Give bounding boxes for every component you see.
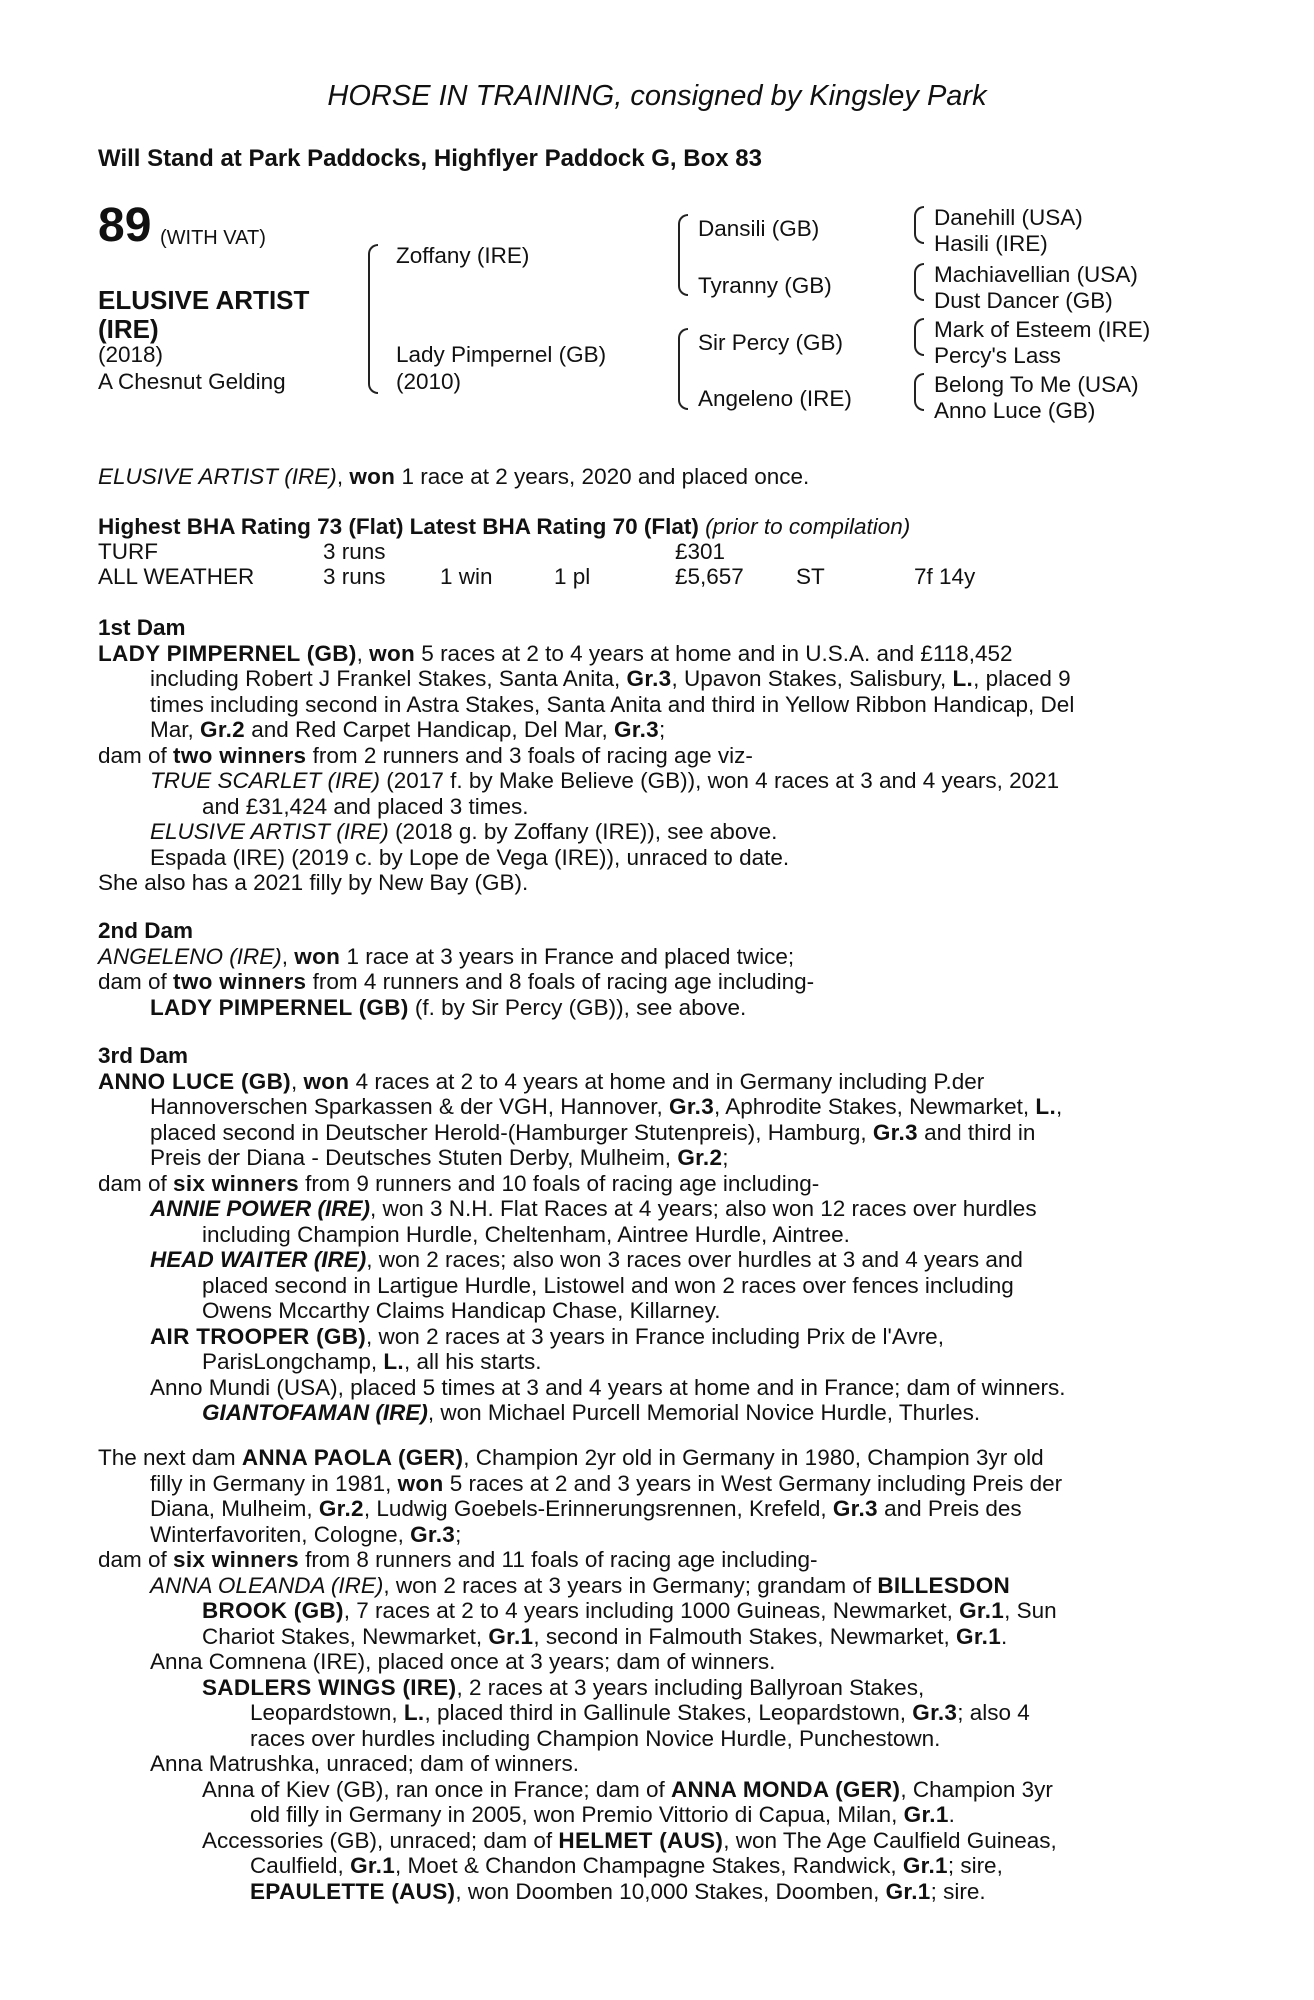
text-line [98,944,1206,970]
text-fragment: 1 race at 2 years, 2020 and placed once. [395,464,810,489]
text-line [98,819,1206,845]
text-fragment: , Moet & Chandon Champagne Stakes, Randwick, [395,1853,903,1878]
text-fragment: from 2 runners and 3 foals of racing age viz- [306,742,753,768]
text-fragment: Gr.3 [626,666,672,691]
text-fragment: , Ludwig Goebels-Erinnerungsrennen, Krefeld, [363,1496,833,1521]
text-fragment: Gr.3 [872,1119,918,1145]
text-fragment: , [290,1068,304,1094]
text-fragment: £301 [675,539,726,564]
text-fragment: Anna of Kiev (GB), ran once in France; dam of [202,1776,671,1802]
text-fragment: , 7 races at 2 to 4 years including 1000 Guineas, Newmarket, [343,1598,960,1623]
text-fragment: from 9 runners and 10 foals of racing age including- [298,1170,820,1196]
text-fragment: ALL WEATHER [98,564,255,589]
text-fragment: six winners [173,1170,299,1196]
text-fragment: , won Doomben 10,000 Stakes, Doomben, [455,1878,886,1904]
text-fragment: ANNIE POWER (IRE) [150,1196,371,1221]
text-fragment: ; [722,1145,729,1170]
text-line [98,1069,1206,1095]
text-line [98,1196,1206,1222]
pedigree-g3-item: Belong To Me (USA) [934,372,1139,397]
text-line [98,1120,1206,1146]
text-fragment: BILLESDON [877,1572,1011,1598]
lot-number: 89 [98,199,152,252]
text-fragment: ELUSIVE ARTIST (IRE) [98,464,337,489]
text-fragment: , [1056,1094,1063,1119]
text-fragment: , all his starts. [403,1349,542,1374]
vat-note: (WITH VAT) [160,227,266,249]
text-line [98,1853,1206,1879]
second-dam-section [98,918,1206,1020]
pedigree-brace-g3a [914,206,924,244]
stand-location: Will Stand at Park Paddocks, Highflyer Paddock G, Box 83 [98,145,762,172]
text-fragment: , [281,943,295,969]
text-fragment: GIANTOFAMAN (IRE) [202,1400,428,1425]
text-line [98,1573,1206,1599]
text-fragment: won [397,1470,444,1496]
text-fragment: , 2 races at 3 years including Ballyroan Stakes, [456,1674,925,1700]
text-fragment: ANNA OLEANDA (IRE) [150,1572,384,1598]
text-fragment: two winners [173,742,307,768]
pedigree-dam-dam: Angeleno (IRE) [698,386,852,411]
text-fragment: . [948,1802,955,1827]
text-fragment: LADY PIMPERNEL (GB) [98,640,357,666]
form-row-all-weather [98,564,1206,590]
text-line [98,1400,1206,1426]
pedigree-dam-sire: Sir Percy (GB) [698,330,844,355]
text-fragment: , won 2 races at 3 years in France including Prix de l'Avre, [366,1323,944,1349]
text-line [98,1598,1206,1624]
text-fragment: and Red Carpet Handicap, Del Mar, [245,717,614,742]
text-fragment: Leopardstown, [250,1700,404,1725]
summary-line: ELUSIVE ARTIST (IRE), won 1 race at 2 years, 2020 and placed once. [98,464,810,489]
horse-name-line1: ELUSIVE ARTIST [98,285,310,315]
text-fragment: filly in Germany in 1981, [150,1470,398,1496]
text-line [98,1675,1206,1701]
pedigree-sire: Zoffany (IRE) [396,243,530,268]
text-line [98,1700,1206,1726]
pedigree-g3-item: Dust Dancer (GB) [934,288,1113,313]
third-dam-heading: 3rd Dam [98,1043,189,1068]
text-line [98,1624,1206,1650]
text-line [98,1094,1206,1120]
pedigree-dam: Lady Pimpernel (GB) [396,342,607,367]
text-line [98,1349,1206,1375]
text-fragment: ; sire, [947,1853,1003,1878]
text-fragment: Gr.2 [200,717,245,742]
text-fragment: dam of [98,1170,174,1196]
text-fragment: , won 3 N.H. Flat Races at 4 years; also won 12 races over hurdles [370,1196,1037,1221]
text-fragment: ANGELENO (IRE) [98,943,282,969]
text-line: She also has a 2021 filly by New Bay (GB). [98,870,529,895]
text-fragment: The next dam [98,1445,242,1470]
text-fragment: Diana, Mulheim, [150,1496,319,1521]
text-line [98,1547,1206,1573]
text-line [98,995,1206,1021]
text-fragment: 1 race at 3 years in France and placed twice; [340,943,795,969]
text-line [98,641,1206,667]
catalogue-title: HORSE IN TRAINING, consigned by Kingsley Park [327,80,987,112]
text-fragment: , Sun [1004,1598,1057,1623]
text-fragment: six winners [173,1547,299,1572]
text-fragment: 1 pl [554,564,591,589]
third-dam-section [98,1043,1206,1426]
text-fragment: Gr.1 [903,1802,949,1827]
text-fragment: Gr.1 [956,1623,1002,1649]
first-dam-heading: 1st Dam [98,615,186,640]
text-fragment: 4 races at 2 to 4 years at home and in Germany including P.der [349,1068,985,1094]
text-fragment: from 8 runners and 11 foals of racing age including- [298,1547,818,1572]
text-line [98,969,1206,995]
second-dam-heading: 2nd Dam [98,918,194,943]
text-line [98,768,1206,794]
text-fragment: , [356,640,370,666]
text-fragment: £5,657 [675,564,744,589]
text-fragment: Gr.2 [677,1145,723,1170]
text-line: Anna Matrushka, unraced; dam of winners. [150,1751,579,1776]
text-fragment: 7f 14y [914,564,976,589]
text-fragment: Gr.3 [669,1094,715,1119]
pedigree-g3-item: Percy's Lass [934,343,1061,368]
horse-name-line2: (IRE) [98,314,159,344]
text-fragment: dam of [98,742,174,768]
text-fragment: dam of [98,969,174,994]
pedigree-brace-dam [678,328,688,410]
pedigree-sire-sire: Dansili (GB) [698,216,820,241]
text-fragment: L. [403,1700,425,1725]
text-fragment: ; [455,1521,462,1547]
pedigree-brace-g3b [914,263,924,301]
pedigree-brace-g3c [914,318,924,356]
text-line [98,1777,1206,1803]
text-line [98,1445,1206,1471]
text-fragment: BROOK (GB) [202,1598,344,1623]
text-fragment: ; also 4 [957,1700,1030,1725]
text-line: races over hurdles including Champion Novice Hurdle, Punchestown. [250,1725,941,1751]
text-fragment: HEAD WAITER (IRE) [150,1247,367,1272]
text-line [98,1496,1206,1522]
pedigree-brace-g3d [914,373,924,411]
text-line [98,1802,1206,1828]
text-fragment: won [303,1068,350,1094]
text-fragment: , Aphrodite Stakes, Newmarket, [714,1094,1036,1119]
text-fragment: , won 2 races at 3 years in Germany; grandam of [383,1572,878,1598]
text-fragment: , won 2 races; also won 3 races over hurdles at 3 and 4 years and [366,1247,1023,1272]
pedigree-third-generation [934,205,1150,424]
pedigree-g3-item: Hasili (IRE) [934,231,1048,256]
text-fragment: Mar, [150,717,201,742]
text-fragment: Chariot Stakes, Newmarket, [202,1623,489,1649]
text-fragment: and third in [917,1119,1036,1145]
text-line [98,1145,1206,1171]
text-line [98,1828,1206,1854]
text-fragment: won [349,464,396,489]
text-fragment: EPAULETTE (AUS) [250,1878,456,1904]
text-fragment: HELMET (AUS) [558,1827,724,1853]
pedigree-g3-item: Anno Luce (GB) [934,398,1096,423]
text-line [98,743,1206,769]
text-line [98,717,1206,743]
text-fragment: ELUSIVE ARTIST (IRE) [150,819,389,844]
text-fragment: Gr.3 [410,1521,456,1547]
pedigree-dam-year: (2010) [396,369,462,394]
text-fragment: ; [658,717,666,742]
text-line [98,666,1206,692]
text-fragment: ANNO LUCE (GB) [98,1068,291,1094]
text-fragment: (f. by Sir Percy (GB)), see above. [408,994,747,1020]
text-fragment: (prior to compilation) [705,514,911,539]
text-fragment: Gr.1 [902,1853,948,1878]
horse-name [98,286,309,344]
text-fragment: 3 runs [323,539,386,564]
text-fragment: , Champion 3yr [900,1776,1053,1802]
text-fragment: and Preis des [877,1496,1022,1521]
text-fragment: Gr.1 [488,1623,534,1649]
text-fragment: LADY PIMPERNEL (GB) [150,994,409,1020]
text-fragment: two winners [173,969,307,994]
text-fragment: Gr.2 [318,1496,364,1521]
pedigree-sire-dam: Tyranny (GB) [698,273,832,298]
text-fragment: Gr.3 [912,1700,958,1725]
text-fragment: 5 races at 2 to 4 years at home and in U.S.A. and £118,452 [415,640,1013,666]
pedigree-brace-gen1 [368,244,378,394]
text-line: Anno Mundi (USA), placed 5 times at 3 and 4 years at home and in France; dam of winners. [150,1374,1066,1400]
bha-ratings [98,514,1206,540]
text-fragment: L. [1035,1094,1057,1119]
text-fragment: ParisLongchamp, [202,1349,384,1374]
text-line [98,1171,1206,1197]
text-fragment: Gr.1 [885,1878,931,1904]
next-dam-section [98,1445,1206,1904]
text-fragment: L. [952,666,974,691]
text-fragment: TRUE SCARLET (IRE) [150,768,381,793]
text-fragment: , second in Falmouth Stakes, Newmarket, [533,1623,957,1649]
pedigree-g3-item: Mark of Esteem (IRE) [934,317,1151,342]
text-line: times including second in Astra Stakes, Santa Anita and third in Yellow Ribbon Handicap, Del [150,691,1075,717]
text-fragment: 5 races at 2 and 3 years in West Germany including Preis der [443,1470,1063,1496]
text-fragment: L. [383,1349,404,1374]
text-fragment: , placed third in Gallinule Stakes, Leopardstown, [424,1700,913,1725]
pedigree-g3-item: Machiavellian (USA) [934,262,1138,287]
text-fragment: Highest BHA Rating 73 (Flat) Latest BHA Rating 70 (Flat) [98,514,699,539]
form-row-turf [98,539,1206,565]
text-fragment: AIR TROOPER (GB) [150,1323,367,1349]
text-fragment: 3 runs [323,564,386,589]
text-fragment: Gr.3 [832,1496,878,1521]
text-fragment: (2018 g. by Zoffany (IRE)), see above. [388,819,778,844]
text-line: including Champion Hurdle, Cheltenham, Aintree Hurdle, Aintree. [202,1221,850,1247]
text-fragment: won [294,943,341,969]
pedigree-brace-sire [678,214,688,296]
text-line [98,1522,1206,1548]
text-fragment: Caulfield, [250,1853,351,1878]
text-line: placed second in Lartigue Hurdle, Listowel and won 2 races over fences including [202,1272,1014,1298]
text-fragment: Gr.1 [350,1853,396,1878]
text-fragment: old filly in Germany in 2005, won Premio Vittorio di Capua, Milan, [250,1802,904,1827]
text-fragment: TURF [98,539,158,564]
text-fragment: (2017 f. by Make Believe (GB)), won 4 races at 3 and 4 years, 2021 [380,768,1060,793]
text-fragment: Preis der Diana - Deutsches Stuten Derby, Mulheim, [150,1145,678,1170]
text-fragment: , won Michael Purcell Memorial Novice Hurdle, Thurles. [427,1400,981,1425]
text-fragment: won [369,640,416,666]
text-fragment: , placed 9 [973,666,1071,691]
text-line [98,1471,1206,1497]
text-fragment: , Upavon Stakes, Salisbury, [671,666,953,691]
text-fragment: Hannoverschen Sparkassen & der VGH, Hannover, [150,1094,670,1119]
text-fragment: Gr.1 [959,1598,1005,1623]
text-line: and £31,424 and placed 3 times. [202,793,529,819]
text-line: Anna Comnena (IRE), placed once at 3 years; dam of winners. [150,1649,776,1674]
text-fragment: Accessories (GB), unraced; dam of [202,1827,559,1853]
text-fragment: ANNA PAOLA (GER) [241,1445,464,1470]
horse-description: A Chesnut Gelding [98,369,286,394]
text-line: Owens Mccarthy Claims Handicap Chase, Killarney. [202,1298,721,1323]
text-fragment: 1 win [440,564,493,589]
text-line [98,1879,1206,1905]
text-line [98,1247,1206,1273]
pedigree-g3-item: Danehill (USA) [934,205,1083,230]
text-fragment: Winterfavoriten, Cologne, [150,1521,411,1547]
text-fragment: ST [796,564,825,589]
text-fragment: placed second in Deutscher Herold-(Hamburger Stutenpreis), Hamburg, [150,1119,873,1145]
text-fragment: Gr.3 [613,717,659,742]
text-fragment: dam of [98,1547,174,1572]
text-fragment: including Robert J Frankel Stakes, Santa Anita, [150,666,627,691]
text-fragment: ANNA MONDA (GER) [670,1776,901,1802]
text-line: Espada (IRE) (2019 c. by Lope de Vega (IRE)), unraced to date. [150,844,790,870]
text-fragment: SADLERS WINGS (IRE) [202,1674,457,1700]
text-fragment: ; sire. [930,1878,986,1904]
first-dam-section [98,615,1206,896]
text-fragment: . [1001,1623,1008,1649]
text-fragment: , Champion 2yr old in Germany in 1980, Champion 3yr old [463,1445,1044,1470]
text-fragment: , won The Age Caulfield Guineas, [723,1827,1057,1853]
text-line [98,1324,1206,1350]
horse-year: (2018) [98,342,164,367]
text-fragment: from 4 runners and 8 foals of racing age including- [306,969,815,994]
